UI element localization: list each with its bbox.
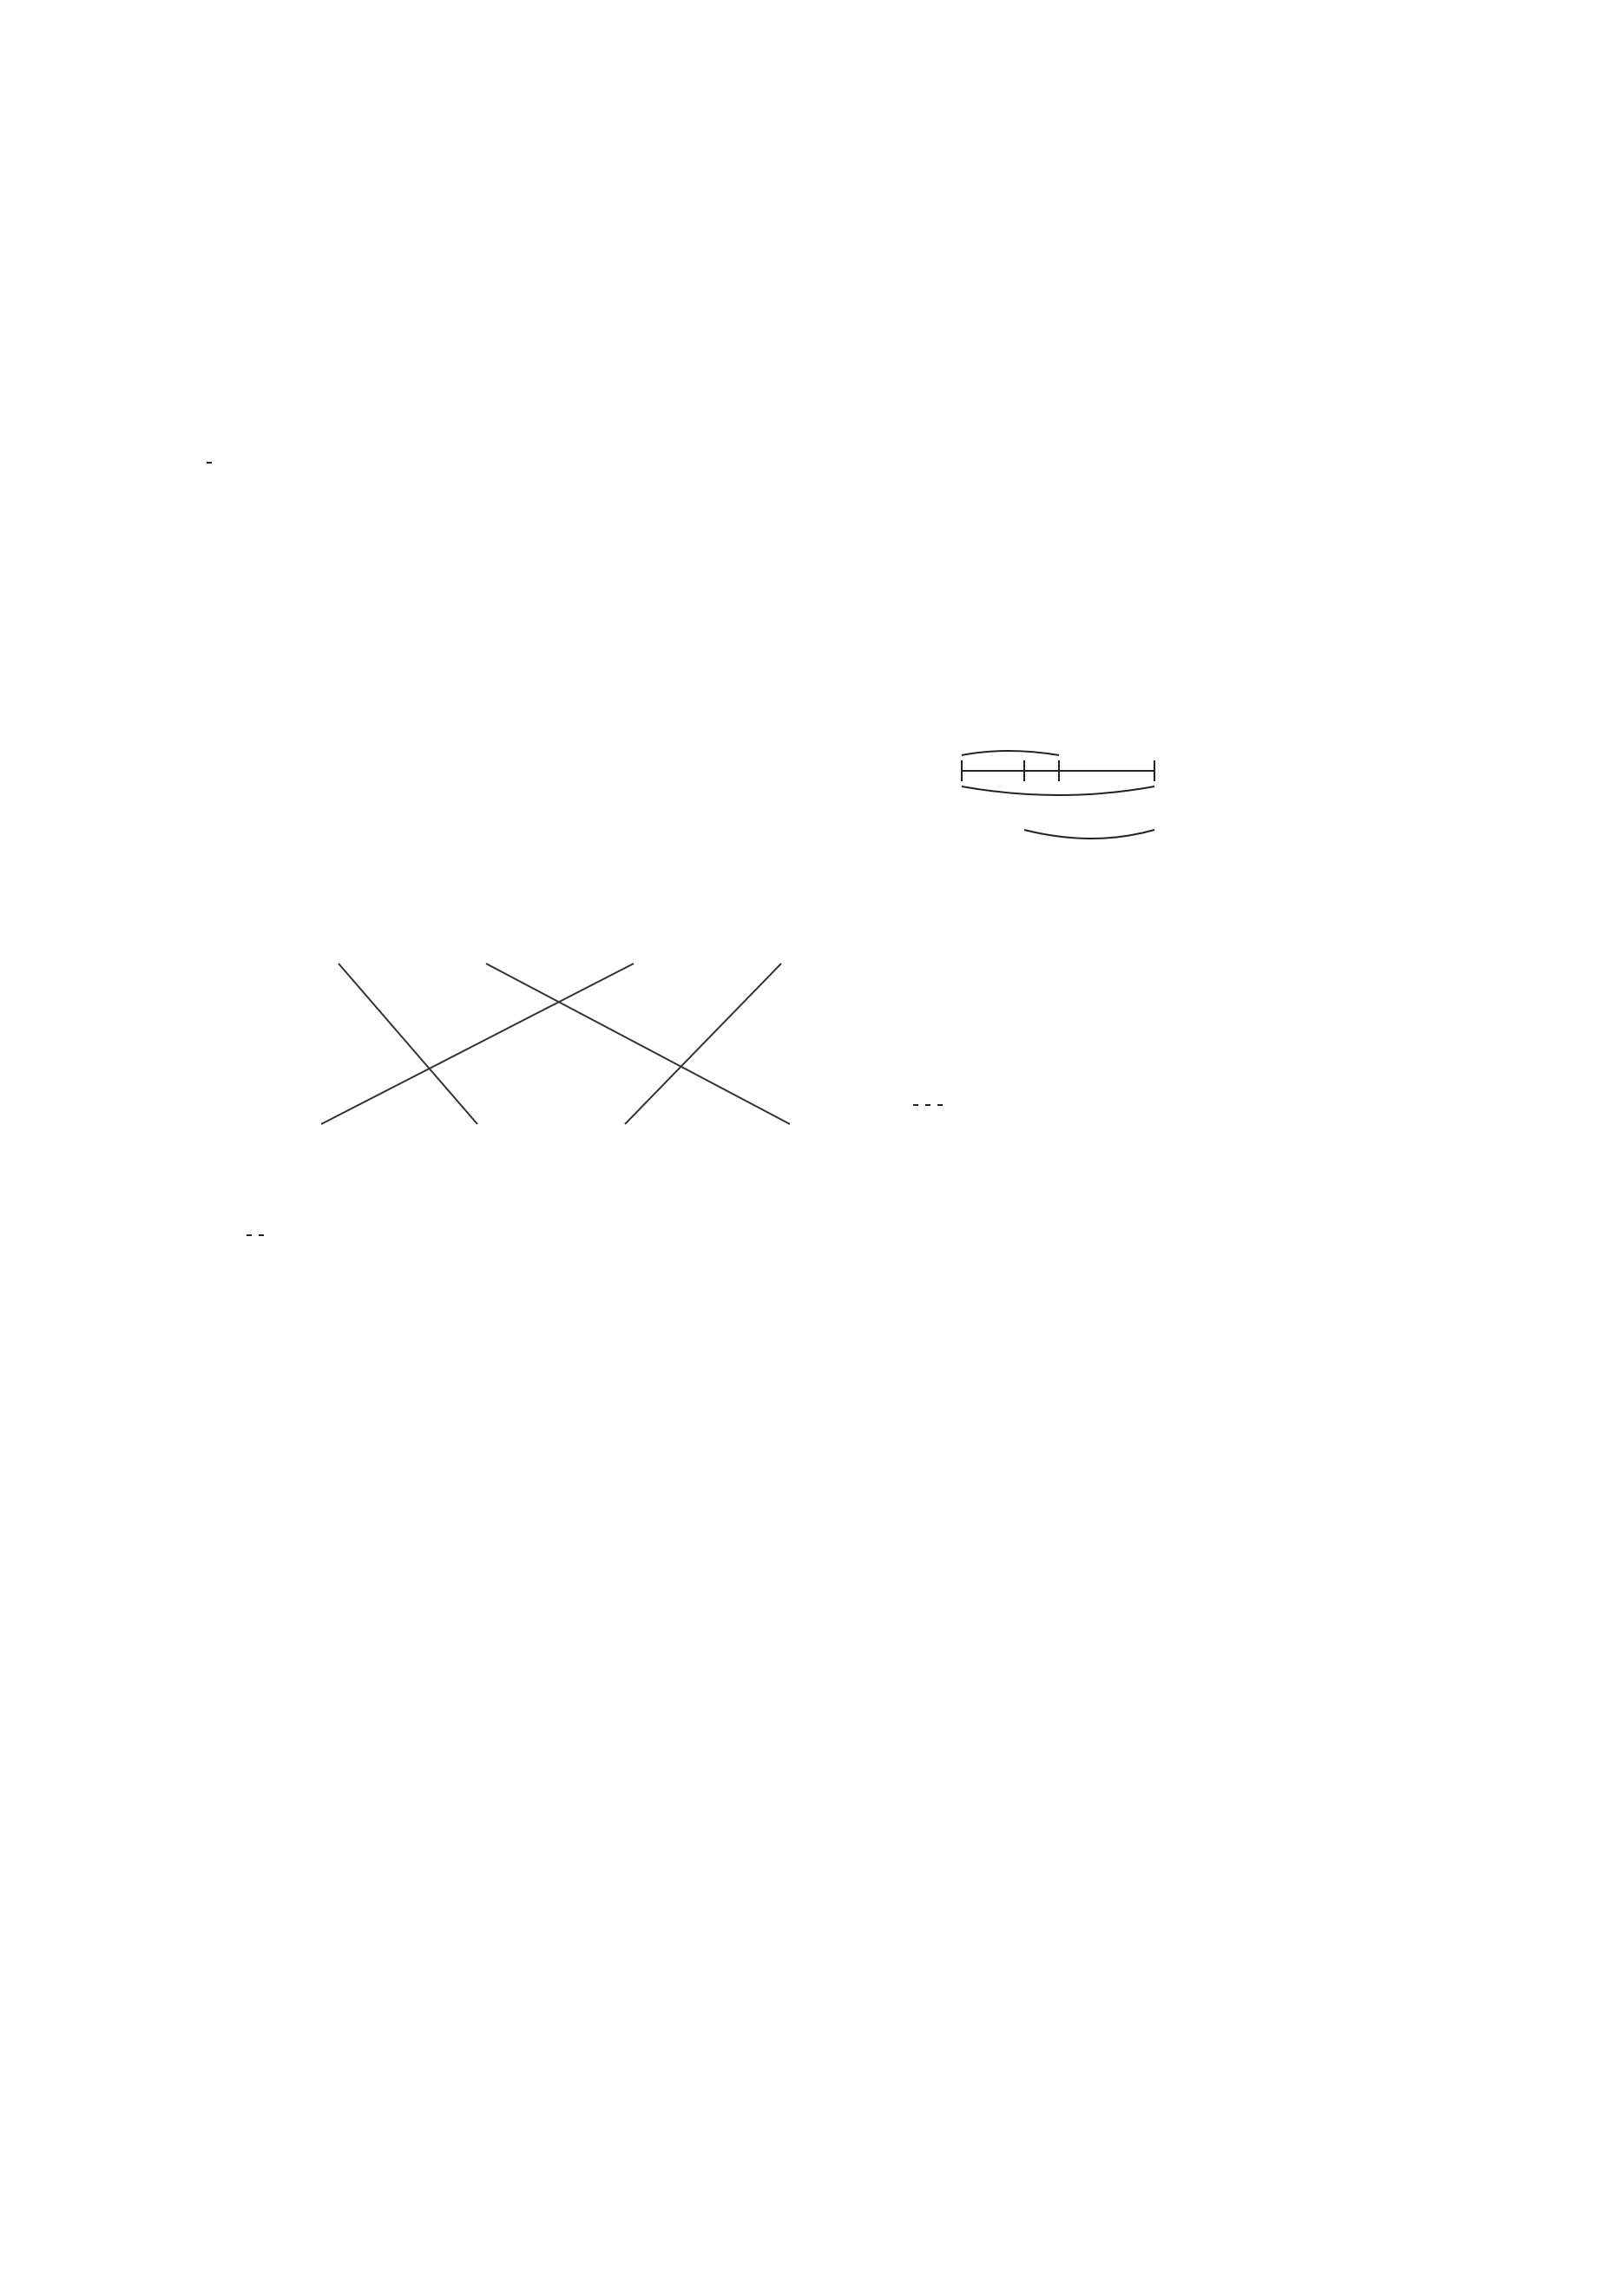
fraction xyxy=(247,1234,252,1236)
match-line xyxy=(486,964,790,1124)
match-line xyxy=(339,964,477,1124)
segment-diagram xyxy=(955,727,1172,875)
fraction xyxy=(913,1104,918,1106)
fish-matching-diagram xyxy=(243,903,833,1163)
answer-line-fraction xyxy=(227,1189,267,1248)
match-line xyxy=(625,964,781,1124)
brace-bottom xyxy=(1024,830,1154,839)
fraction xyxy=(207,462,212,464)
fraction xyxy=(937,1104,943,1106)
brace-mid xyxy=(962,786,1154,795)
match-line xyxy=(321,964,634,1124)
fraction xyxy=(259,1234,264,1236)
brace-top xyxy=(962,751,1059,755)
answer-line-fraction xyxy=(894,1059,946,1118)
fraction xyxy=(925,1104,930,1106)
answer-line-fraction xyxy=(187,417,215,476)
